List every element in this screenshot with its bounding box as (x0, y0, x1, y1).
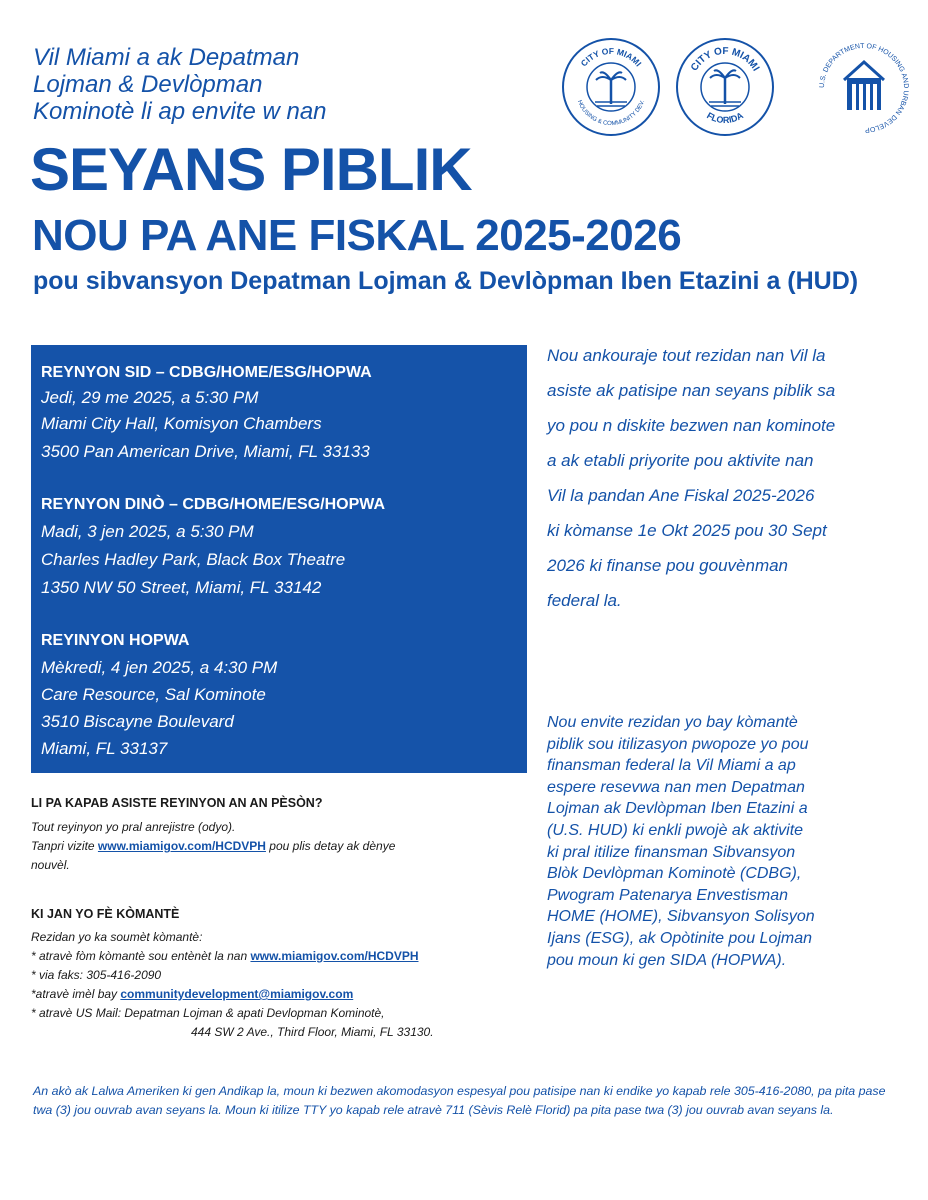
city-hcd-seal-logo (562, 38, 660, 136)
comment-heading: KI JAN YO FÈ KÒMANTÈ (31, 907, 180, 921)
paragraph-line: Nou envite rezidan yo bay kòmantè (547, 714, 798, 731)
meeting-line: Charles Hadley Park, Black Box Theatre (41, 550, 346, 569)
comment-text (31, 928, 521, 1042)
meeting-line: Miami City Hall, Komisyon Chambers (41, 414, 322, 433)
hud-label: U.S. DEPARTMENT OF HOUSING AND URBAN DEVELOP (818, 42, 910, 134)
accessibility-notice: An akò ak Lalwa Ameriken ki gen Andikap la, moun ki bezwen akomodasyon espesyal pou patisipe nan ki endike yo kapab rele 305-416-2080, pa pita pase twa (3) jou ouvrab avan seyans la. Moun ki itilize TTY yo kapab rele atravè 711 (Sèvis Relè Florid) pa pita pase twa (3) jou ouvrab avan seyans la. (33, 1084, 886, 1117)
meeting-line: Miami, FL 33137 (41, 739, 168, 758)
meeting-title: REYINYON HOPWA (41, 632, 190, 649)
attend-line: nouvèl. (31, 858, 70, 872)
hcdvph-link[interactable]: www.miamigov.com/HCDVPH (97, 839, 266, 853)
comment-line: Rezidan yo ka soumèt kòmantè: (31, 930, 203, 944)
comment-form-link[interactable]: www.miamigov.com/HCDVPH (250, 949, 419, 963)
svg-text:CITY OF MIAMI (579, 46, 644, 68)
attend-line (31, 837, 521, 856)
paragraph-line: federal la. (547, 591, 622, 610)
paragraph-line: a ak etabli priyorite pou aktivite nan (547, 451, 814, 470)
comment-line (31, 947, 521, 966)
page-title: SEYANS PIBLIK (30, 136, 472, 203)
meeting-line: 1350 NW 50 Street, Miami, FL 33142 (41, 578, 322, 597)
paragraph-line: 2026 ki finanse pou gouvènman (547, 556, 789, 575)
city-of-miami-seal-logo (676, 38, 774, 136)
paragraph-line: Pwogram Patenarya Envestisman (547, 886, 788, 904)
svg-text:FLORIDA (705, 110, 745, 125)
meeting-title: REYNYON DINÒ – CDBG/HOME/ESG/HOPWA (41, 496, 386, 513)
paragraph-line: pou moun ki gen SIDA (HOPWA). (547, 951, 787, 969)
intro-text (33, 44, 533, 125)
paragraph-line: (U.S. HUD) ki enkli pwojè ak aktivite (547, 821, 804, 839)
paragraph-line: Nou ankouraje tout rezidan nan Vil la (547, 346, 826, 365)
invitation-paragraph (547, 712, 907, 971)
attend-line-pre: Tanpri vizite (31, 839, 98, 853)
meeting-line: 3500 Pan American Drive, Miami, FL 33133 (41, 442, 370, 461)
seal1-sublabel: HOUSING & COMMUNITY DEV. (575, 99, 647, 128)
comment-line: 444 SW 2 Ave., Third Floor, Miami, FL 33130. (191, 1025, 434, 1039)
hud-logo (814, 38, 914, 138)
intro-line: Lojman & Devlòpman (33, 71, 263, 98)
email-link[interactable]: communitydevelopment@miamigov.com (120, 987, 354, 1001)
meeting-line: 3510 Biscayne Boulevard (41, 712, 234, 731)
meeting-line: Mèkredi, 4 jen 2025, a 4:30 PM (41, 658, 278, 677)
paragraph-line: asiste ak patisipe nan seyans piblik sa (547, 381, 836, 400)
paragraph-line: piblik sou itilizasyon pwopoze yo pou (547, 735, 809, 753)
attend-line: Tout reyinyon yo pral anrejistre (odyo). (31, 820, 236, 834)
attend-line-post: pou plis detay ak dènye (265, 839, 396, 853)
page-subtitle: NOU PA ANE FISKAL 2025-2026 (32, 211, 682, 260)
comment-line: * via faks: 305-416-2090 (31, 968, 162, 982)
seal2-sublabel: FLORIDA (705, 110, 745, 126)
encouragement-paragraph (547, 338, 907, 618)
intro-line: Vil Miami a ak Depatman (33, 44, 300, 71)
seal2-label: CITY OF MIAMI (689, 45, 762, 74)
comment-email-pre: *atravè imèl bay (31, 987, 121, 1001)
attend-text (31, 818, 521, 875)
comment-line (31, 985, 521, 1004)
meetings-panel (31, 345, 527, 773)
paragraph-line: HOME (HOME), Sibvansyon Solisyon (547, 908, 815, 926)
paragraph-line: finansman federal la Vil Miami a ap (547, 757, 796, 775)
comment-web-pre: * atravè fòm kòmantè sou entènèt la nan (31, 949, 251, 963)
paragraph-line: espere resevwa nan men Depatman (547, 778, 805, 796)
paragraph-line: yo pou n diskite bezwen nan kominote (547, 416, 836, 435)
paragraph-line: ki kòmanse 1e Okt 2025 pou 30 Sept (547, 521, 827, 540)
meeting-line: Jedi, 29 me 2025, a 5:30 PM (41, 388, 259, 407)
seal1-label: CITY OF MIAMI (578, 45, 644, 69)
meeting-line: Madi, 3 jen 2025, a 5:30 PM (41, 522, 254, 541)
intro-line: Kominotè li ap envite w nan (33, 98, 327, 125)
paragraph-line: ki pral itilize finansman Sibvansyon (547, 843, 796, 861)
paragraph-line: Lojman ak Devlòpman Iben Etazini a (547, 800, 808, 818)
attend-heading: LI PA KAPAB ASISTE REYINYON AN AN PÈSÒN? (31, 796, 323, 810)
paragraph-line: Ijans (ESG), ak Opòtinite pou Lojman (547, 929, 813, 947)
svg-text:CITY OF MIAMI (689, 46, 761, 73)
meeting-title: REYNYON SID – CDBG/HOME/ESG/HOPWA (41, 364, 372, 381)
paragraph-line: Vil la pandan Ane Fiskal 2025-2026 (547, 486, 815, 505)
paragraph-line: Blòk Devlòpman Kominotè (CDBG), (547, 865, 802, 883)
comment-line: * atravè US Mail: Depatman Lojman & apati Devlopman Kominotè, (31, 1006, 385, 1020)
funding-subtitle: pou sibvansyon Depatman Lojman & Devlòpman Iben Etazini a (HUD) (33, 267, 859, 295)
meeting-line: Care Resource, Sal Kominote (41, 685, 266, 704)
